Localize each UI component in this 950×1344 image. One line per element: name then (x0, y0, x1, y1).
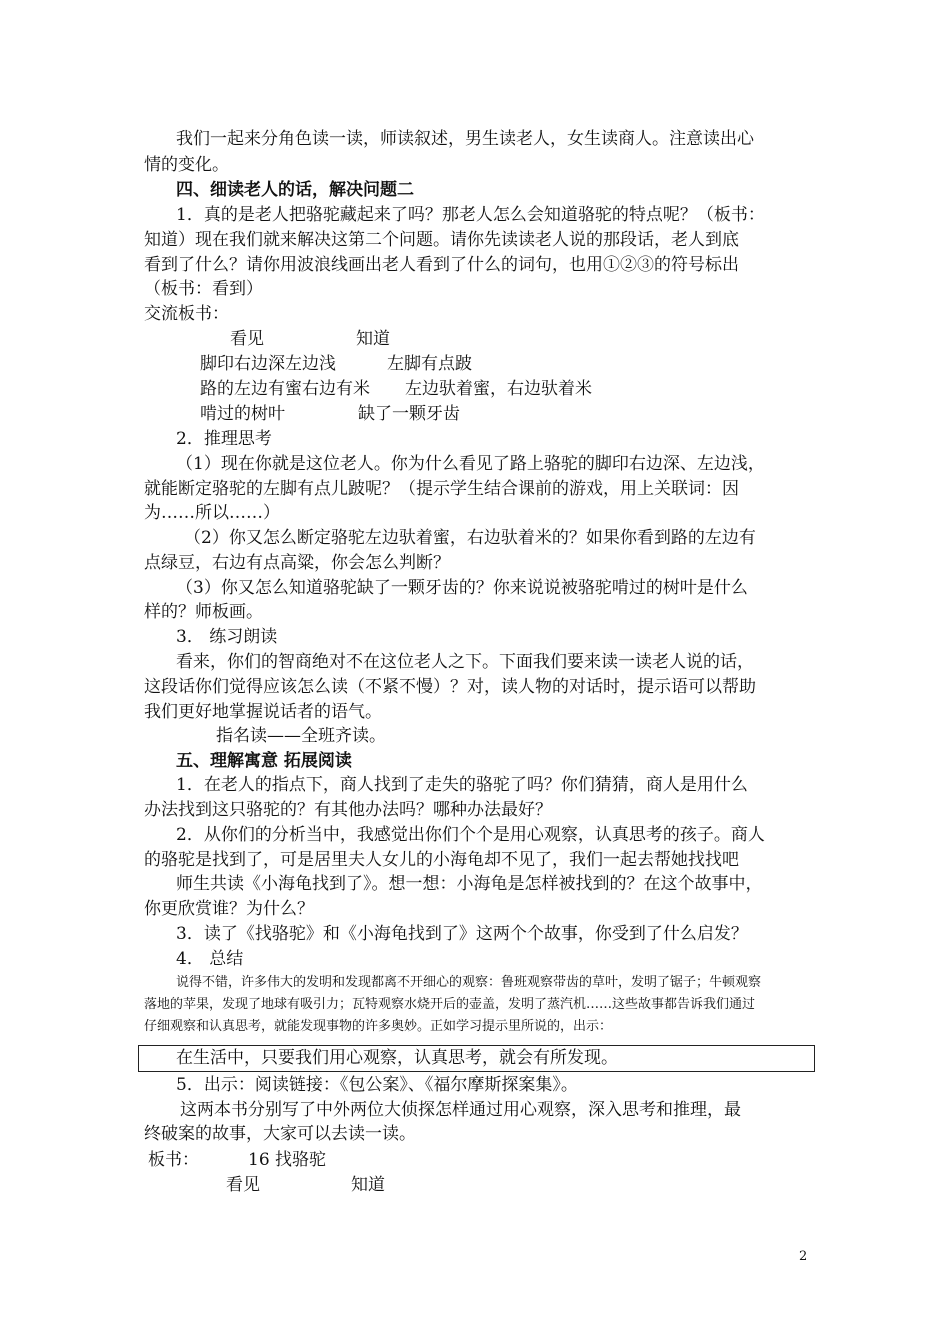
text-line: 办法找到这只骆驼的？有其他办法吗？哪种办法最好？ (144, 800, 552, 820)
text-line: 左脚有点跛 (387, 354, 472, 374)
text-line: 16 找骆驼 (248, 1150, 327, 1170)
text-line: 情的变化。 (144, 155, 229, 175)
text-line: 4． 总结 (176, 949, 244, 969)
text-line: （3）你又怎么知道骆驼缺了一颗牙齿的？你来说说被骆驼啃过的树叶是什么 (176, 578, 748, 598)
text-line: 1．真的是老人把骆驼藏起来了吗？那老人怎么会知道骆驼的特点呢？（板书： (176, 205, 765, 225)
text-line: 2．从你们的分析当中，我感觉出你们个个是用心观察，认真思考的孩子。商人 (176, 825, 765, 845)
highlight-box (138, 1045, 815, 1072)
text-line: 我们一起来分角色读一读，师读叙述，男生读老人，女生读商人。注意读出心 (176, 129, 754, 149)
text-line: 看来，你们的智商绝对不在这位老人之下。下面我们要来读一读老人说的话， (176, 652, 754, 672)
text-line: 样的？师板画。 (144, 602, 263, 622)
text-line: 你更欣赏谁？为什么？ (144, 899, 314, 919)
text-line: 5．出示：阅读链接：《包公案》、《福尔摩斯探案集》。 (176, 1075, 578, 1095)
text-line: 左边驮着蜜，右边驮着米 (405, 379, 592, 399)
text-line: （2）你又怎么断定骆驼左边驮着蜜，右边驮着米的？如果你看到路的左边有 (184, 528, 756, 548)
text-line: 点绿豆，右边有点高粱，你会怎么判断？ (144, 553, 450, 573)
text-line: 这两本书分别写了中外两位大侦探怎样通过用心观察，深入思考和推理，最 (180, 1100, 741, 1120)
text-line: 说得不错，许多伟大的发明和发现都离不开细心的观察：鲁班观察带齿的草叶，发明了锯子；牛顿观察 (176, 975, 762, 990)
text-line: 落地的苹果，发现了地球有吸引力；瓦特观察水烧开后的壶盖，发明了蒸汽机……这些故事都告诉我们通过 (144, 997, 756, 1012)
text-line: 知道）现在我们就来解决这第二个问题。请你先读读老人说的那段话，老人到底 (144, 230, 739, 250)
text-line: 知道 (351, 1175, 385, 1195)
text-line: 就能断定骆驼的左脚有点儿跛呢？（提示学生结合课前的游戏，用上关联词：因 (144, 479, 739, 499)
text-line: 路的左边有蜜右边有米 (200, 379, 370, 399)
text-line: 我们更好地掌握说话者的语气。 (144, 702, 382, 722)
text-line: 师生共读《小海龟找到了》。想一想：小海龟是怎样被找到的？在这个故事中， (176, 874, 763, 894)
text-line: 看见 (226, 1175, 260, 1195)
board-label: 板书： (148, 1150, 199, 1170)
text-line: （板书：看到） (144, 279, 263, 299)
text-line: 3． 练习朗读 (176, 627, 278, 647)
text-line: 指名读——全班齐读。 (216, 726, 386, 746)
text-line: 的骆驼是找到了，可是居里夫人女儿的小海龟却不见了，我们一起去帮她找找吧 (144, 850, 739, 870)
page-number: 2 (799, 1249, 808, 1264)
section-heading-5: 五、理解寓意 拓展阅读 (176, 751, 352, 771)
text-line: 仔细观察和认真思考，就能发现事物的许多奥妙。正如学习提示里所说的，出示： (144, 1019, 613, 1034)
text-line: （1）现在你就是这位老人。你为什么看见了路上骆驼的脚印右边深、左边浅， (176, 454, 765, 474)
boxed-quote-text: 在生活中，只要我们用心观察，认真思考，就会有所发现。 (176, 1048, 618, 1068)
text-line: 1．在老人的指点下，商人找到了走失的骆驼了吗？你们猜猜，商人是用什么 (176, 775, 748, 795)
text-line: 缺了一颗牙齿 (358, 404, 460, 424)
text-line: 看见 (230, 329, 264, 349)
text-line: 看到了什么？请你用波浪线画出老人看到了什么的词句，也用①②③的符号标出 (144, 255, 739, 275)
text-line: 知道 (356, 329, 390, 349)
text-line: 啃过的树叶 (200, 404, 285, 424)
text-line: 交流板书： (144, 304, 229, 324)
text-line: 终破案的故事，大家可以去读一读。 (144, 1124, 416, 1144)
text-line: 这段话你们觉得应该怎么读（不紧不慢）？对，读人物的对话时，提示语可以帮助 (144, 677, 756, 697)
text-line: 2．推理思考 (176, 429, 272, 449)
text-line: 脚印右边深左边浅 (200, 354, 336, 374)
section-heading-4: 四、细读老人的话，解决问题二 (176, 180, 414, 200)
text-line: 3．读了《找骆驼》和《小海龟找到了》这两个个故事，你受到了什么启发？ (176, 924, 748, 944)
text-line: 为……所以……） (144, 503, 280, 523)
